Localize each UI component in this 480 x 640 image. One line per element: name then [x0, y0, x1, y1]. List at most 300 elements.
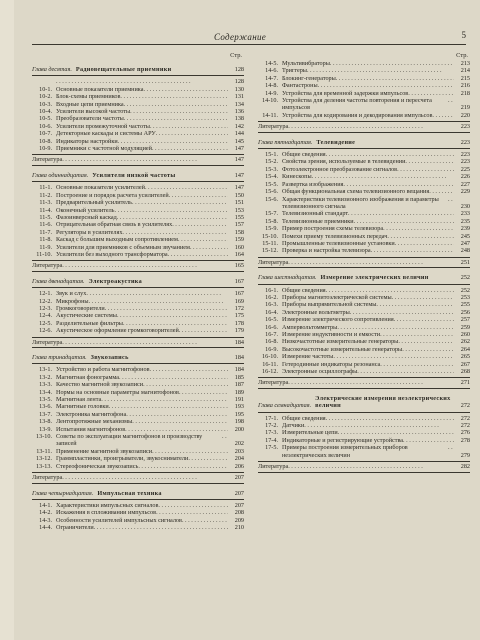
section-number: 16-12.: [262, 368, 278, 376]
literature-entry: [258, 461, 470, 472]
chapter-label: Глава двенадцатая.: [32, 277, 85, 285]
toc-entry: [258, 97, 470, 112]
dot-leader: [288, 379, 454, 386]
dot-leader: [62, 262, 228, 269]
toc-entry: [32, 251, 244, 258]
section-title: Помехи приему телевизионных передач: [282, 232, 388, 240]
section-page: 213: [460, 60, 470, 67]
literature-entry: [258, 121, 470, 132]
section-number: 15-10.: [262, 232, 278, 240]
section-title: Нормы на основные параметры магнитофонов: [56, 388, 179, 396]
dot-leader: [178, 236, 228, 243]
dot-leader: [288, 123, 454, 130]
literature-entry: [258, 377, 470, 388]
header-rule: [32, 44, 466, 45]
toc-entry: [32, 290, 244, 297]
section-title: Советы по эксплуатации магнитофонов и производству записей: [56, 433, 203, 448]
section-title: Магнитные головки: [56, 403, 109, 411]
section-number: 13-1.: [39, 366, 52, 374]
section-title: Усилители для приемников с объемным звучанием: [56, 243, 190, 251]
section-page: 226: [460, 173, 470, 181]
toc-entry: [258, 309, 470, 316]
section-number: 12-1.: [39, 290, 52, 298]
section-title: Гетеродинные индикаторы резонанса: [282, 360, 381, 368]
section-title: Проверка и настройка телевизора: [282, 247, 371, 255]
section-page: 229: [460, 188, 470, 196]
dot-leader: [288, 259, 454, 266]
chapter-heading: [258, 395, 470, 413]
toc-entry: [258, 338, 470, 345]
section-page: 160: [234, 243, 244, 251]
section-page: 235: [460, 217, 470, 225]
toc-entry: [32, 93, 244, 100]
section-title: Усилители промежуточной частоты: [56, 122, 150, 130]
dot-leader: [337, 324, 454, 331]
toc-entry: [258, 60, 470, 67]
toc-entry: [32, 305, 244, 312]
section-number: 11-6.: [39, 221, 52, 229]
section-title: Звук и слух: [56, 290, 87, 298]
section-page: 218: [460, 89, 470, 97]
literature-label: Литература: [32, 156, 63, 164]
section-number: 14-10.: [262, 97, 278, 105]
dot-leader: [124, 101, 228, 108]
section-page: 178: [234, 319, 244, 327]
section-title: Общие сведения: [282, 414, 326, 422]
dot-leader: [338, 429, 454, 436]
section-page: 130: [234, 85, 244, 93]
section-number: 12-5.: [39, 319, 52, 327]
section-title: Усилители без выходного трансформатора: [56, 250, 168, 258]
dot-leader: [117, 214, 228, 221]
toc-entry: [32, 244, 244, 251]
chapter-heading: [32, 490, 244, 500]
toc-entry: [258, 218, 470, 225]
section-number: 13-12.: [36, 455, 52, 463]
section-title: Фантастроны: [282, 82, 318, 90]
chapter-label: Глава десятая.: [32, 66, 72, 73]
literature-entry: [32, 472, 244, 483]
section-number: 15-4.: [265, 173, 278, 181]
section-title: Индикаторные и регистрирующие устройства: [282, 436, 404, 444]
section-title: Разделительные фильтры: [56, 319, 123, 327]
section-title: Предварительный усилитель: [56, 199, 132, 207]
dot-leader: [122, 229, 228, 236]
dot-leader: [145, 184, 228, 191]
dot-leader: [392, 294, 454, 301]
dot-leader: [376, 301, 454, 308]
literature-page: 223: [460, 123, 470, 131]
dot-leader: [101, 396, 228, 403]
section-number: 10-3.: [39, 100, 52, 108]
toc-entry: [32, 374, 244, 381]
toc-entry: [258, 240, 470, 247]
toc-entry: [258, 324, 470, 331]
section-number: 15-12.: [262, 247, 278, 255]
literature-label: Литература: [258, 258, 289, 266]
section-title: Ограничители: [56, 524, 94, 532]
section-title: Электроника магнитофона: [56, 410, 127, 418]
literature-page: 184: [234, 338, 244, 346]
section-title: Испытания магнитофонов: [56, 425, 126, 433]
section-page: 128: [234, 78, 244, 86]
toc-entry: [32, 381, 244, 388]
dot-leader: [124, 115, 228, 122]
section-number: 15-5.: [265, 180, 278, 188]
dot-leader: [380, 331, 454, 338]
section-number: 17-1.: [265, 414, 278, 422]
section-page: 256: [460, 308, 470, 316]
dot-leader: [152, 448, 228, 455]
toc-entry: [258, 151, 470, 158]
section-number: 12-4.: [39, 312, 52, 320]
literature-label: Литература: [258, 379, 289, 387]
section-number: 13-8.: [39, 418, 52, 426]
section-page: 175: [234, 312, 244, 320]
dot-leader: [343, 181, 454, 188]
section-page: 220: [460, 111, 470, 119]
section-title: Ампервольтомметры: [282, 323, 338, 331]
section-page: 179: [234, 327, 244, 335]
toc-entry: [32, 463, 244, 470]
section-page: 233: [460, 210, 470, 218]
section-number: 11-8.: [39, 236, 52, 244]
section-page: 223: [460, 158, 470, 166]
section-number: 17-2.: [265, 422, 278, 430]
section-page: 144: [234, 130, 244, 138]
section-page: 253: [460, 293, 470, 301]
dot-leader: [156, 509, 228, 516]
toc-entry: [32, 389, 244, 396]
toc-entry: [258, 173, 470, 180]
dot-leader: [398, 338, 454, 345]
chapter-page: 207: [234, 489, 244, 497]
toc-entry: [258, 331, 470, 338]
chapter-label: Глава четырнадцатая.: [32, 489, 94, 497]
section-title: Низкочастотные измерительные генераторы: [282, 338, 399, 346]
section-page: 184: [234, 366, 244, 374]
chapter-title: Радиовещательные приемники: [75, 66, 172, 73]
section-number: 10-1.: [39, 85, 52, 93]
section-page: 225: [460, 165, 470, 173]
section-title: Телевизионный стандарт: [282, 210, 349, 218]
toc-entry: [32, 207, 244, 214]
dot-leader: [158, 502, 228, 509]
section-page: 247: [460, 239, 470, 247]
section-title: Устройства для кодирования и декодирования импульсов: [282, 111, 433, 119]
section-page: 155: [234, 213, 244, 221]
dot-leader: [123, 320, 228, 327]
section-page: 159: [234, 236, 244, 244]
toc-entry: [258, 444, 470, 459]
section-page: 138: [234, 115, 244, 123]
chapter-page: 167: [234, 277, 244, 285]
section-page: 239: [460, 225, 470, 233]
section-title: Развертка изображения: [282, 180, 344, 188]
dot-leader: [312, 173, 454, 180]
section-page: 206: [234, 462, 244, 470]
toc-entry: [32, 433, 244, 448]
section-number: 10-2.: [39, 93, 52, 101]
section-title: Входные цепи приемника: [56, 100, 124, 108]
section-title: Измерительные цепи: [282, 429, 338, 437]
toc-entry: [32, 123, 244, 130]
section-number: 12-3.: [39, 304, 52, 312]
section-number: 14-6.: [265, 67, 278, 75]
toc-entry: [258, 415, 470, 422]
toc-column-left: [32, 52, 244, 532]
toc-entry: [258, 422, 470, 429]
dot-leader: [89, 298, 228, 305]
section-title: Усилители высокой частоты: [56, 108, 131, 116]
section-number: 16-7.: [265, 331, 278, 338]
toc-entry: [258, 90, 470, 97]
dot-leader: [62, 474, 228, 481]
section-title: Детекторные каскады и системы АРУ: [56, 130, 156, 138]
section-title: Свойства зрения, используемые в телевидении: [282, 158, 406, 166]
toc-entry: [258, 181, 470, 188]
section-title: Пример построения схемы телевизора: [282, 225, 384, 233]
section-page: 189: [234, 388, 244, 396]
toc-entry: [32, 236, 244, 243]
dot-leader: [348, 210, 454, 217]
toc-entry: [32, 192, 244, 199]
section-page: 272: [460, 414, 470, 422]
literature-page: 165: [234, 262, 244, 270]
section-title: Построение и порядок расчета усилителей: [56, 191, 169, 199]
section-page: 215: [460, 74, 470, 82]
toc-entry: [32, 199, 244, 206]
toc-entry: [32, 396, 244, 403]
section-number: 15-6.: [265, 188, 278, 196]
section-number: 10-5.: [39, 115, 52, 123]
section-title: Основные показатели приемника: [56, 85, 144, 93]
section-number: 14-11.: [262, 111, 278, 119]
section-number: 13-7.: [39, 410, 52, 418]
toc-entry: [32, 502, 244, 509]
section-title: Основные показатели усилителей: [56, 184, 145, 192]
book-page: [14, 0, 480, 640]
toc-entry: [258, 82, 470, 89]
section-title: Высокочастотные измерительные генераторы: [282, 345, 403, 353]
section-number: 16-9.: [265, 345, 278, 353]
page-column-heading: Стр.: [456, 52, 468, 59]
section-title: Датчики: [282, 422, 305, 430]
dot-leader: [350, 309, 454, 316]
literature-label: Литература: [32, 474, 63, 482]
section-title: Стереофоническая звукозапись: [56, 462, 139, 470]
section-page: 279: [460, 451, 470, 459]
section-title: Устройство и работа магнитофонов: [56, 366, 150, 374]
chapter-label: Глава тринадцатая.: [32, 354, 87, 361]
dot-leader: [138, 463, 228, 470]
section-page: 262: [460, 338, 470, 346]
toc-entry: [32, 509, 244, 516]
section-page: 209: [234, 516, 244, 524]
toc-entry: [32, 221, 244, 228]
section-title: Применение магнитной звукозаписи: [56, 447, 153, 455]
toc-entry: [32, 298, 244, 305]
toc-entry: [258, 188, 470, 195]
dot-leader: [394, 316, 454, 323]
section-number: 13-4.: [39, 388, 52, 396]
section-page: 208: [234, 509, 244, 517]
section-page: 136: [234, 108, 244, 116]
section-number: 14-7.: [265, 74, 278, 82]
dot-leader: [132, 199, 228, 206]
chapter-heading: [32, 278, 244, 288]
toc-entry: [258, 112, 470, 119]
section-number: 13-13.: [36, 462, 52, 470]
section-number: 16-3.: [265, 301, 278, 309]
section-page: 167: [234, 290, 244, 298]
section-number: 16-6.: [265, 323, 278, 331]
section-number: 13-10.: [36, 433, 52, 441]
chapter-page: 252: [460, 274, 470, 282]
section-number: 15-1.: [265, 151, 278, 159]
toc-entry: [32, 130, 244, 137]
section-number: 11-2.: [39, 191, 52, 199]
section-page: 172: [234, 304, 244, 312]
running-head: Содержание: [214, 32, 267, 42]
toc-entry: [258, 225, 470, 232]
section-title: Телевизионные приемники: [282, 217, 354, 225]
section-number: 16-2.: [265, 293, 278, 301]
section-title: Фотоэлектронное преобразование сигналов: [282, 165, 398, 173]
section-number: 10-6.: [39, 122, 52, 130]
chapter-title: Усилители низкой частоты: [92, 171, 176, 179]
section-title: Каскад с большим выходным сопротивлением: [56, 236, 178, 244]
chapter-label: Глава шестнадцатая.: [258, 274, 317, 282]
section-title: Лентопротяжные механизмы: [56, 418, 133, 426]
dot-leader: [156, 130, 228, 137]
section-title: Устройства для временной задержки импульсов: [282, 89, 409, 97]
toc-entry: [258, 353, 470, 360]
chapter-page: 147: [234, 171, 244, 179]
chapter-title: Электрические измерения неэлектрических величин: [315, 394, 451, 410]
page-column-heading: Стр.: [230, 52, 242, 59]
dot-leader: [179, 389, 228, 396]
toc-entry: [32, 86, 244, 93]
toc-entry: [258, 346, 470, 353]
chapter-label: Глава пятнадцатая.: [258, 138, 313, 146]
toc-entry: [32, 418, 244, 425]
dot-leader: [190, 244, 228, 251]
toc-entry: [32, 115, 244, 122]
dot-leader: [126, 411, 228, 418]
toc-entry: [32, 108, 244, 115]
section-number: 15-7.: [265, 210, 278, 218]
dot-leader: [397, 166, 454, 173]
dot-leader: [188, 455, 228, 462]
section-page: 134: [234, 100, 244, 108]
chapter-page: 184: [234, 354, 244, 361]
section-title: Граммпластинки, проигрыватели, звукосниматели: [56, 455, 189, 463]
literature-page: 271: [460, 379, 470, 387]
section-number: 11-1.: [39, 184, 52, 192]
toc-entry: [32, 426, 244, 433]
section-title: Общие сведения: [282, 286, 326, 294]
section-number: 14-8.: [265, 82, 278, 90]
dot-leader: [172, 221, 228, 228]
toc-entry: [258, 75, 470, 82]
chapter-heading: [258, 274, 470, 284]
toc-entry: [32, 403, 244, 410]
section-page: 202: [234, 440, 244, 448]
chapter-page: 272: [460, 402, 470, 410]
toc-entry: [32, 184, 244, 191]
section-page: 191: [234, 396, 244, 404]
section-title: Фазоинверсный каскад: [56, 213, 117, 221]
section-page: 147: [234, 145, 244, 153]
section-page: 260: [460, 331, 470, 338]
dot-leader: [132, 418, 228, 425]
dot-leader: [62, 156, 228, 163]
section-page: 265: [460, 353, 470, 361]
section-page: 131: [234, 93, 244, 101]
section-title: Блок-схемы приемников: [56, 93, 121, 101]
literature-entry: [32, 260, 244, 271]
toc-entry: [258, 158, 470, 165]
toc-entry: [258, 294, 470, 301]
literature-entry: [258, 257, 470, 268]
section-page: 207: [234, 501, 244, 509]
section-title: Отрицательная обратная связь в усилителях: [56, 221, 173, 229]
section-number: 11-9.: [39, 243, 52, 251]
section-title: Блокинг-генераторы: [282, 74, 336, 82]
section-number: 10-8.: [39, 137, 52, 145]
dot-leader: [326, 151, 454, 158]
dot-leader: [119, 374, 228, 381]
section-number: 14-2.: [39, 509, 52, 517]
section-number: 15-9.: [265, 225, 278, 233]
toc-entry: [32, 448, 244, 455]
section-page: 257: [460, 316, 470, 324]
section-title: Общие сведения: [282, 151, 326, 159]
section-title: Приемники с частотной модуляцией: [56, 145, 152, 153]
section-number: 17-4.: [265, 436, 278, 444]
chapter-page: 223: [460, 138, 470, 146]
chapter-heading: [32, 172, 244, 182]
section-number: 10-4.: [39, 108, 52, 116]
section-number: 14-3.: [39, 516, 52, 524]
page-number: 5: [461, 30, 466, 40]
section-number: 14-9.: [265, 89, 278, 97]
toc-entry: [32, 138, 244, 145]
chapter-title: Импульсная техника: [97, 489, 162, 497]
section-number: 13-3.: [39, 381, 52, 389]
section-number: 17-3.: [265, 429, 278, 437]
literature-entry: [32, 154, 244, 165]
toc-entry: [32, 411, 244, 418]
section-page: 272: [460, 422, 470, 430]
dot-leader: [130, 108, 228, 115]
toc-entry: [258, 166, 470, 173]
toc-entry: [32, 366, 244, 373]
section-number: 13-11.: [36, 447, 52, 455]
section-page: 230: [460, 202, 470, 210]
section-title: Магнитная фонограмма: [56, 373, 119, 381]
section-number: 16-5.: [265, 316, 278, 324]
dot-leader: [62, 339, 228, 346]
section-page: 198: [234, 418, 244, 426]
dot-leader: [288, 463, 454, 470]
dot-leader: [387, 233, 454, 240]
toc-entry: [258, 210, 470, 217]
dot-leader: [429, 188, 454, 195]
chapter-heading: [32, 66, 244, 76]
section-number: 16-4.: [265, 308, 278, 316]
